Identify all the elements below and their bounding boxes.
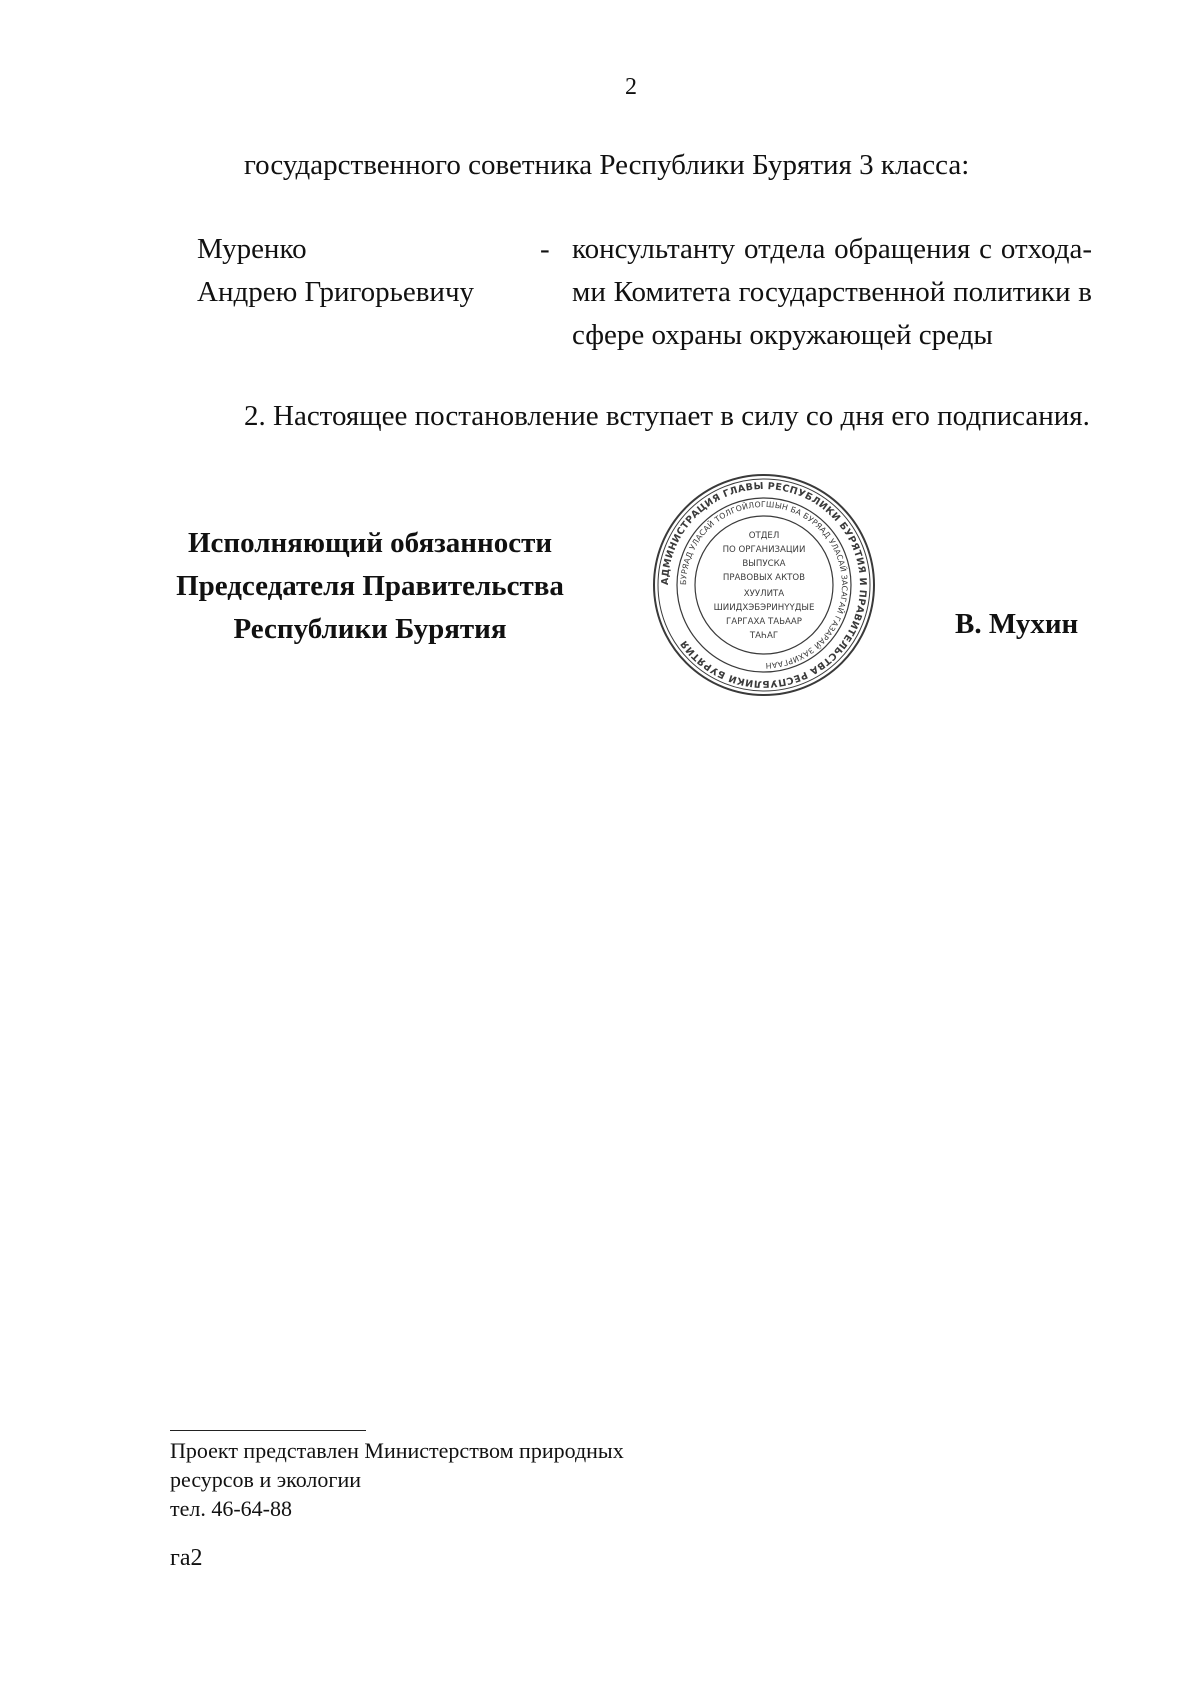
appointee-surname: Муренко (197, 233, 307, 265)
footnote-line-3: тел. 46-64-88 (170, 1496, 293, 1521)
appointee-position-line-2: ми Комитета государственной политики в (572, 276, 1092, 308)
seal-outer-ring-text: АДМИНИСТРАЦИЯ ГЛАВЫ РЕСПУБЛИКИ БУРЯТИЯ И ПРАВИТЕЛЬСТВА РЕСПУБЛИКИ БУРЯТИЯ (659, 480, 869, 690)
intro-line: государственного советника Республики Бурятия 3 класса: (244, 149, 970, 181)
signature-title-line-1: Исполняющий обязанности (187, 527, 553, 559)
signature-title-line-3: Республики Бурятия (233, 613, 507, 645)
page-number: 2 (625, 74, 637, 100)
official-seal-stamp (651, 472, 877, 698)
seal-inner-ring-text: БУРЯАД УЛАСАЙ ТОЛГОЙЛОГШЫН БА БУРЯАД УЛАСАЙ ЗАСАГАЙ ГАЗАРАЙ ЗАХИРГААН (678, 499, 850, 671)
appointee-given-names: Андрею Григорьевичу (197, 276, 475, 308)
seal-center-line-3: ВЫПУСКА (742, 559, 786, 569)
document-code: га2 (170, 1545, 203, 1571)
footnote-line-1: Проект представлен Министерством природных (170, 1438, 624, 1463)
appointee-dash: - (540, 233, 550, 265)
appointee-position-line-1: консультанту отдела обращения с отхода- (572, 233, 1092, 265)
svg-text:АДМИНИСТРАЦИЯ ГЛАВЫ РЕСПУБЛИКИ (660, 481, 868, 689)
seal-center-line-1: ОТДЕЛ (748, 531, 780, 541)
footnote-divider (170, 1430, 366, 1431)
seal-center-line-4: ПРАВОВЫХ АКТОВ (722, 573, 806, 583)
clause-2: 2. Настоящее постановление вступает в силу со дня его подписания. (244, 400, 1090, 432)
appointee-position-line-3: сфере охраны окружающей среды (572, 319, 993, 351)
seal-center-line-6: ШИИДХЭБЭРИНҮҮДЫЕ (713, 603, 815, 613)
signature-title-line-2: Председателя Правительства (176, 570, 564, 602)
footnote-line-2: ресурсов и экологии (170, 1467, 361, 1492)
seal-center-line-7: ГАРГАХА ТАЬААР (726, 617, 802, 627)
seal-center-line-5: ХУУЛИТА (743, 589, 785, 599)
seal-center-line-8: ТАҺАГ (749, 631, 779, 641)
seal-center-line-2: ПО ОРГАНИЗАЦИИ (722, 545, 806, 555)
svg-text:БУРЯАД УЛАСАЙ ТОЛГОЙЛОГШЫН БА (679, 500, 849, 670)
signatory-name: В. Мухин (955, 608, 1079, 640)
